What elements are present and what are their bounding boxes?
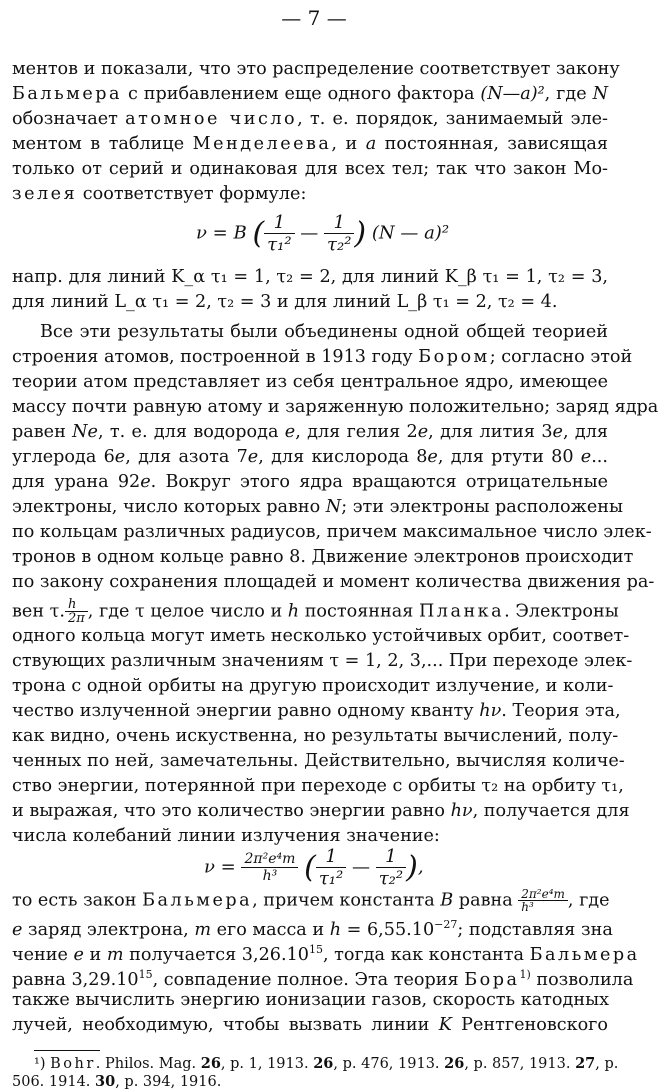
text-span: , для гелия 2 xyxy=(295,422,418,442)
paren-close: ) xyxy=(354,216,367,251)
text-span: Все эти результаты были объединены одной общей теорией xyxy=(40,322,608,342)
text-span: по закону сохранения площадей и момент количества движения ра- xyxy=(12,572,655,592)
footnote-rule xyxy=(34,1050,100,1051)
symbol-e: e xyxy=(73,944,84,965)
fraction-numerator: 2π²e⁴m xyxy=(244,851,296,867)
fraction-h-2pi xyxy=(65,598,88,625)
text-span: ментом в таблице xyxy=(12,134,193,154)
text-span: заряд электрона, xyxy=(22,919,195,940)
text-line xyxy=(12,964,634,991)
fraction xyxy=(324,212,354,255)
text-span: , p. 1, 1913. xyxy=(220,1056,314,1072)
exponent: −27 xyxy=(434,918,458,931)
symbol-e: e xyxy=(247,447,259,467)
text-line xyxy=(12,571,655,593)
text-span: ; подставляя зна xyxy=(457,919,613,940)
text-span: числа колебаний линии излучения значение: xyxy=(12,826,440,846)
surname-balmer: Бальмера xyxy=(142,890,253,911)
text-span: постоянная xyxy=(299,601,419,622)
text-line xyxy=(12,58,620,80)
text-span: массу почти равную атому и заряженную положительно; заряд ядра xyxy=(12,397,658,417)
text-span: вен xyxy=(12,601,50,622)
text-line xyxy=(12,625,630,647)
text-span: и xyxy=(83,944,107,965)
symbol-e: e xyxy=(12,919,23,940)
text-span: углерода 6 xyxy=(12,447,115,467)
symbol-e: e xyxy=(284,422,296,442)
fraction-denominator: 2π xyxy=(65,611,88,625)
text-line xyxy=(12,725,619,747)
text-span: ченных по ней, замечательны. Действительно, вычисляя количе- xyxy=(12,751,625,771)
fraction-denominator: τ₁² xyxy=(316,867,346,889)
fraction xyxy=(316,846,346,889)
text-span: и выражая, что это количество энергии равно xyxy=(12,801,451,821)
fraction-denominator: τ₁² xyxy=(264,233,294,255)
surname-moseley: зелея xyxy=(12,184,78,204)
minus-sign: — xyxy=(300,222,319,244)
text-span: , т. е. для водорода xyxy=(97,422,285,442)
text-span: обозначает xyxy=(12,109,126,129)
text-span: ... xyxy=(591,447,608,467)
fraction xyxy=(264,212,294,255)
text-span: строения атомов, построенной в 1913 году xyxy=(12,347,419,367)
term-atomic-number: атомное число xyxy=(125,109,298,129)
text-span: позволила xyxy=(530,969,634,990)
text-span: . Вокруг этого ядра вращаются отрицательные xyxy=(150,472,609,492)
text-span: , и xyxy=(331,134,366,154)
text-line xyxy=(12,521,652,543)
fraction-numerator: 1 xyxy=(385,846,397,867)
text-line xyxy=(12,371,608,393)
surname-mendeleev: Менделеева xyxy=(192,134,332,154)
text-span: , причем константа xyxy=(252,890,441,911)
text-line xyxy=(12,800,630,822)
symbol-tau: τ xyxy=(135,601,145,622)
fraction xyxy=(241,851,298,884)
text-span: , совпадение полное. Эта теория xyxy=(152,969,465,990)
text-line xyxy=(12,108,608,130)
text-span: Рентгеновского xyxy=(451,1015,608,1035)
text-span: только от серий и одинаковая для всех тел; так что закон Мо- xyxy=(12,159,608,179)
text-span: , p. 857, 1913. xyxy=(464,1056,576,1072)
footnote-marker: ¹) xyxy=(34,1056,46,1072)
text-span: , где xyxy=(567,890,610,911)
text-span: , для ртути 80 xyxy=(437,447,581,467)
formula-rhs: (N — a)² xyxy=(371,222,450,244)
text-span: получается 3,26.10 xyxy=(123,944,309,965)
symbol-hnu: hν xyxy=(479,701,502,721)
surname-bohr: Bohr xyxy=(50,1056,96,1072)
text-span: , p. 394, 1916. xyxy=(115,1074,222,1090)
text-span: трона с одной орбиты на другую происходит излучение, и коли- xyxy=(12,676,614,696)
exponent: 15 xyxy=(138,968,153,981)
symbol-m: m xyxy=(194,919,212,940)
formula-factor: (N—a)² xyxy=(480,84,545,104)
symbol-tau: τ. xyxy=(49,601,65,622)
text-span: , для xyxy=(562,422,609,442)
text-span: то есть закон xyxy=(12,890,143,911)
text-line xyxy=(12,496,623,518)
text-span: по кольцам различных радиусов, причем максимальное число элек- xyxy=(12,522,652,542)
footnote-line xyxy=(34,1055,619,1073)
text-span: , тогда как константа xyxy=(322,944,530,965)
text-line xyxy=(40,321,608,343)
fraction-numerator: 2π²e⁴m xyxy=(521,887,565,901)
text-span: , где xyxy=(87,601,136,622)
paren-open: ( xyxy=(304,850,316,885)
text-span: равен xyxy=(12,422,73,442)
volume-number: 26 xyxy=(444,1055,465,1072)
text-line xyxy=(12,471,608,493)
symbol-m: m xyxy=(106,944,124,965)
text-line xyxy=(12,83,608,105)
fraction xyxy=(376,846,406,889)
text-span: . Philos. Mag. xyxy=(95,1056,201,1072)
text-span: тронов в одном кольце равно 8. Движение электронов происходит xyxy=(12,547,634,567)
minus-sign: — xyxy=(351,856,370,878)
text-span: , p. 476, 1913. xyxy=(333,1056,445,1072)
text-span: ментов и показали, что это распределение соответствует закону xyxy=(12,59,620,79)
volume-number: 30 xyxy=(95,1073,116,1090)
text-span: ; эти электроны расположены xyxy=(341,497,623,517)
symbol-k: K xyxy=(438,1015,452,1035)
symbol-e: e xyxy=(114,447,126,467)
volume-number: 27 xyxy=(575,1055,596,1072)
text-line xyxy=(12,825,608,847)
text-span: 506. 1914. xyxy=(12,1074,96,1090)
surname-planck: Планка xyxy=(418,601,505,622)
surname-bohr: Бором xyxy=(418,347,490,367)
text-span: ство энергии, потерянной при переходе с орбиты τ₂ на орбиту τ₁, xyxy=(12,776,624,796)
fraction-numerator: 1 xyxy=(325,846,337,867)
text-span: теории атом представляет из себя центральное ядро, имеющее xyxy=(12,372,608,392)
symbol-h: h xyxy=(287,601,300,622)
text-span: напр. для линий K_α τ₁ = 1, τ₂ = 2, для линий K_β τ₁ = 1, τ₂ = 3, xyxy=(12,267,608,287)
symbol-e: e xyxy=(580,447,592,467)
text-span: , для азота 7 xyxy=(125,447,248,467)
text-line xyxy=(12,183,608,205)
text-line xyxy=(12,546,634,568)
fraction-numerator: h xyxy=(67,597,77,612)
text-line xyxy=(12,650,633,672)
formula-lhs: ν = B xyxy=(196,222,247,244)
text-span: как видно, очень искуственна, но результаты вычислений, полу- xyxy=(12,726,619,746)
text-line xyxy=(12,750,625,772)
comma: , xyxy=(417,856,424,878)
bohr-formula xyxy=(204,846,424,889)
text-line xyxy=(12,597,619,626)
text-span: , где xyxy=(544,84,593,104)
symbol-a: a xyxy=(365,134,377,154)
text-line xyxy=(12,775,624,797)
text-line xyxy=(12,158,608,180)
text-span: его масса и xyxy=(211,919,330,940)
text-span: целое число и xyxy=(144,601,288,622)
fraction-denominator: h³ xyxy=(241,867,298,884)
text-span: . Электроны xyxy=(504,601,619,622)
text-span: для линий L_α τ₁ = 2, τ₂ = 3 и для линий L_β τ₁ = 2, τ₂ = 4. xyxy=(12,292,558,312)
fraction-denominator: h³ xyxy=(518,900,568,913)
fraction-numerator: 1 xyxy=(273,212,286,233)
text-span: равна xyxy=(453,890,519,911)
text-span: , т. е. порядок, занимаемый эле- xyxy=(297,109,608,129)
symbol-b: B xyxy=(440,890,454,911)
symbol-e: e xyxy=(552,422,563,442)
symbol-e: e xyxy=(427,447,438,467)
footnote-line xyxy=(12,1073,608,1091)
fraction-constant xyxy=(518,888,568,913)
text-span: ; согласно этой xyxy=(489,347,633,367)
volume-number: 26 xyxy=(313,1055,334,1072)
text-line xyxy=(12,989,608,1011)
text-span: для урана 92 xyxy=(12,472,141,492)
text-span: также вычислить энергию ионизации газов, скорость катодных xyxy=(12,990,609,1010)
surname-balmer: Бальмера xyxy=(12,84,123,104)
footnote-ref[interactable]: 1) xyxy=(519,968,531,981)
text-line xyxy=(12,1014,608,1036)
page-number: — 7 — xyxy=(281,6,347,30)
text-line xyxy=(12,421,608,443)
text-span: чество излученной энергии равно одному кванту xyxy=(12,701,480,721)
text-span: = 6,55.10 xyxy=(341,919,435,940)
text-line xyxy=(12,291,608,313)
text-span: ствующих различным значениям τ = 1, 2, 3,... При переходе элек- xyxy=(12,651,633,671)
symbol-e: e xyxy=(140,472,151,492)
text-span: , для лития 3 xyxy=(428,422,553,442)
formula-lhs: ν = xyxy=(204,856,236,878)
paren-close: ) xyxy=(406,850,418,885)
text-line xyxy=(12,133,608,155)
volume-number: 26 xyxy=(200,1055,221,1072)
fraction-denominator: τ₂² xyxy=(376,867,406,889)
text-line xyxy=(12,888,608,913)
text-span: одного кольца могут иметь несколько устойчивых орбит, соответ- xyxy=(12,626,630,646)
text-line xyxy=(12,266,608,288)
paren-open: ( xyxy=(252,216,265,251)
text-span: равна 3,29.10 xyxy=(12,969,139,990)
text-span: с прибавлением еще одного фактора xyxy=(122,84,481,104)
text-line xyxy=(12,675,614,697)
fraction-denominator: τ₂² xyxy=(324,233,354,255)
text-span: лучей, необходимую, чтобы вызвать линии xyxy=(12,1015,439,1035)
text-line xyxy=(12,446,608,468)
symbol-n: N xyxy=(592,84,608,104)
text-line xyxy=(12,914,613,941)
surname-balmer: Бальмера xyxy=(529,944,640,965)
symbol-e: e xyxy=(417,422,429,442)
text-line xyxy=(12,346,633,368)
symbol-hnu: hν xyxy=(450,801,473,821)
exponent: 15 xyxy=(308,943,323,956)
symbol-ne: Ne xyxy=(72,422,98,442)
symbol-h: h xyxy=(329,919,342,940)
text-span: , для кислорода 8 xyxy=(258,447,428,467)
symbol-n: N xyxy=(325,497,342,517)
fraction-numerator: 1 xyxy=(333,212,345,233)
text-span: . Теория эта, xyxy=(501,701,621,721)
text-span: , получается для xyxy=(472,801,630,821)
text-span: электроны, число которых равно xyxy=(12,497,326,517)
text-line xyxy=(12,396,658,418)
text-line xyxy=(12,700,621,722)
moseley-formula xyxy=(196,212,449,255)
surname-bohr: Бора xyxy=(464,969,520,990)
text-span: соответствует формуле: xyxy=(77,184,307,204)
text-span: , p. xyxy=(595,1056,619,1072)
text-span: чение xyxy=(12,944,74,965)
text-span: постоянная, зависящая xyxy=(376,134,609,154)
text-line xyxy=(12,939,640,966)
